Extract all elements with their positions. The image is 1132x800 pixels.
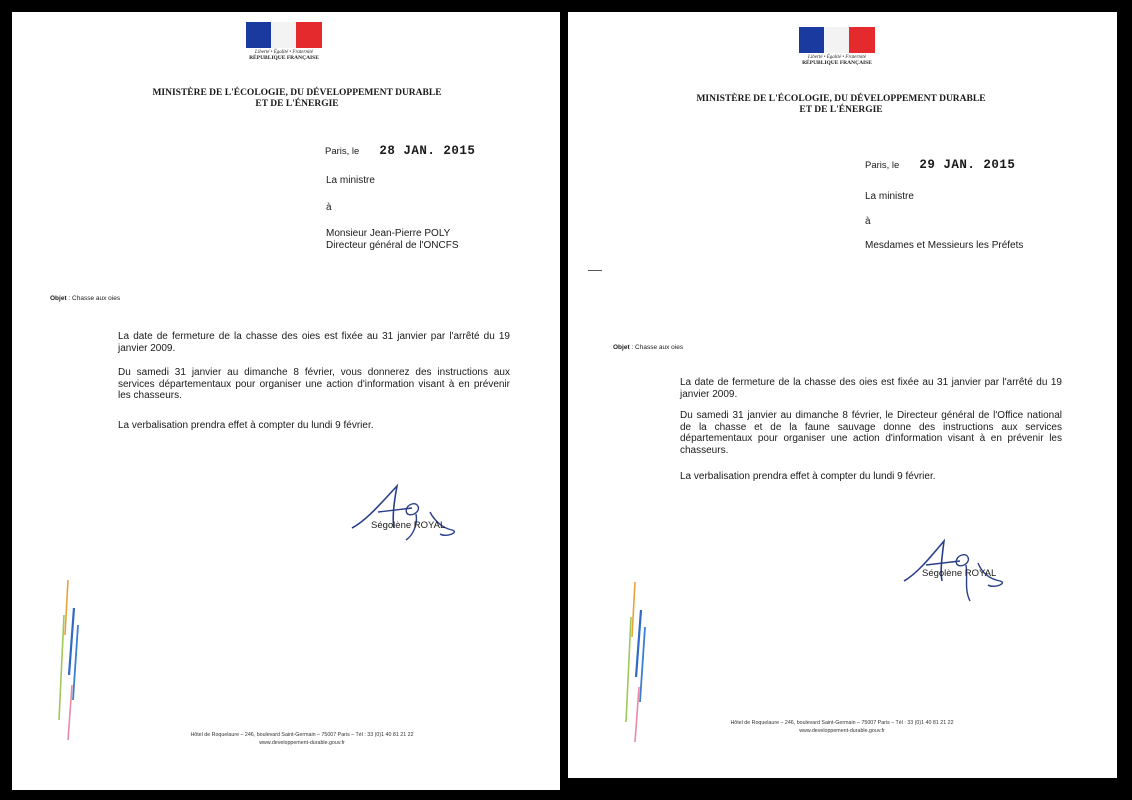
sender: La ministre [326,175,375,186]
signatory-name: Ségolène ROYAL [371,520,446,531]
letter-page-1 [12,12,560,790]
subject-text: : Chasse aux oies [629,344,684,351]
ministry-line-2: ET DE L'ÉNERGIE [255,99,339,109]
fold-mark [588,270,602,271]
date-stamp: 28 JAN. 2015 [379,144,476,158]
ministry-header [72,88,522,110]
subject-label: Objet [613,344,630,351]
tricolor-flag-icon [799,27,875,53]
paragraph-2: Du samedi 31 janvier au dimanche 8 février, le Directeur général de l'Office national de la chasse et de la faune sauvage donne des instructions aux services départementaux pour organiser une action d'information visant à en prévenir les chasseurs. [680,410,1062,456]
subject-text: : Chasse aux oies [66,295,121,302]
paragraph-3: La verbalisation prendra effet à compter du lundi 9 février. [118,420,374,431]
to-label: à [865,216,871,227]
paragraph-2: Du samedi 31 janvier au dimanche 8 février, vous donnerez des instructions aux services départementaux pour organiser une action d'information visant à en prévenir les chasseurs. [118,367,510,401]
ministry-line-1: MINISTÈRE DE L'ÉCOLOGIE, DU DÉVELOPPEMENT DURABLE [696,94,986,104]
letter-page-2 [568,12,1117,778]
place-label: Paris, le [325,146,360,157]
place-label: Paris, le [865,160,900,171]
republic-motto: Liberté • Égalité • Fraternité [255,50,313,55]
tricolor-flag-icon [246,22,322,48]
signatory-name: Ségolène ROYAL [922,568,997,579]
recipient-line-1: Mesdames et Messieurs les Préfets [865,240,1024,251]
footer [642,719,1042,735]
recipient-line-2: Directeur général de l'ONCFS [326,240,459,251]
republic-name: RÉPUBLIQUE FRANÇAISE [249,55,319,61]
republic-motto: Liberté • Égalité • Fraternité [808,55,866,60]
footer-website: www.developpement-durable.gouv.fr [799,728,885,734]
handwritten-signature [342,482,472,544]
subject-line [613,344,683,351]
footer [102,731,502,747]
decorative-stripes [623,582,653,742]
sender: La ministre [865,191,914,202]
subject-label: Objet [50,295,67,302]
date-line [865,158,1015,172]
subject-line [50,295,120,302]
footer-website: www.developpement-durable.gouv.fr [259,740,345,746]
footer-address: Hôtel de Roquelaure – 246, boulevard Saint-Germain – 75007 Paris – Tél : 33 (0)1 40 81 21 22 [730,720,954,726]
date-line [325,144,475,158]
footer-address: Hôtel de Roquelaure – 246, boulevard Saint-Germain – 75007 Paris – Tél : 33 (0)1 40 81 21 22 [190,732,414,738]
marianne-logo [799,27,875,66]
paragraph-1: La date de fermeture de la chasse des oies est fixée au 31 janvier par l'arrêté du 19 janvier 2009. [680,377,1062,400]
date-stamp: 29 JAN. 2015 [919,158,1016,172]
marianne-logo [246,22,322,61]
ministry-header [616,94,1066,116]
decorative-stripes [56,580,86,740]
recipient-line-1: Monsieur Jean-Pierre POLY [326,228,451,239]
to-label: à [326,202,332,213]
ministry-line-1: MINISTÈRE DE L'ÉCOLOGIE, DU DÉVELOPPEMENT DURABLE [152,88,442,98]
republic-name: RÉPUBLIQUE FRANÇAISE [802,60,872,66]
ministry-line-2: ET DE L'ÉNERGIE [799,105,883,115]
paragraph-3: La verbalisation prendra effet à compter du lundi 9 février. [680,471,936,482]
paragraph-1: La date de fermeture de la chasse des oies est fixée au 31 janvier par l'arrêté du 19 janvier 2009. [118,331,510,354]
